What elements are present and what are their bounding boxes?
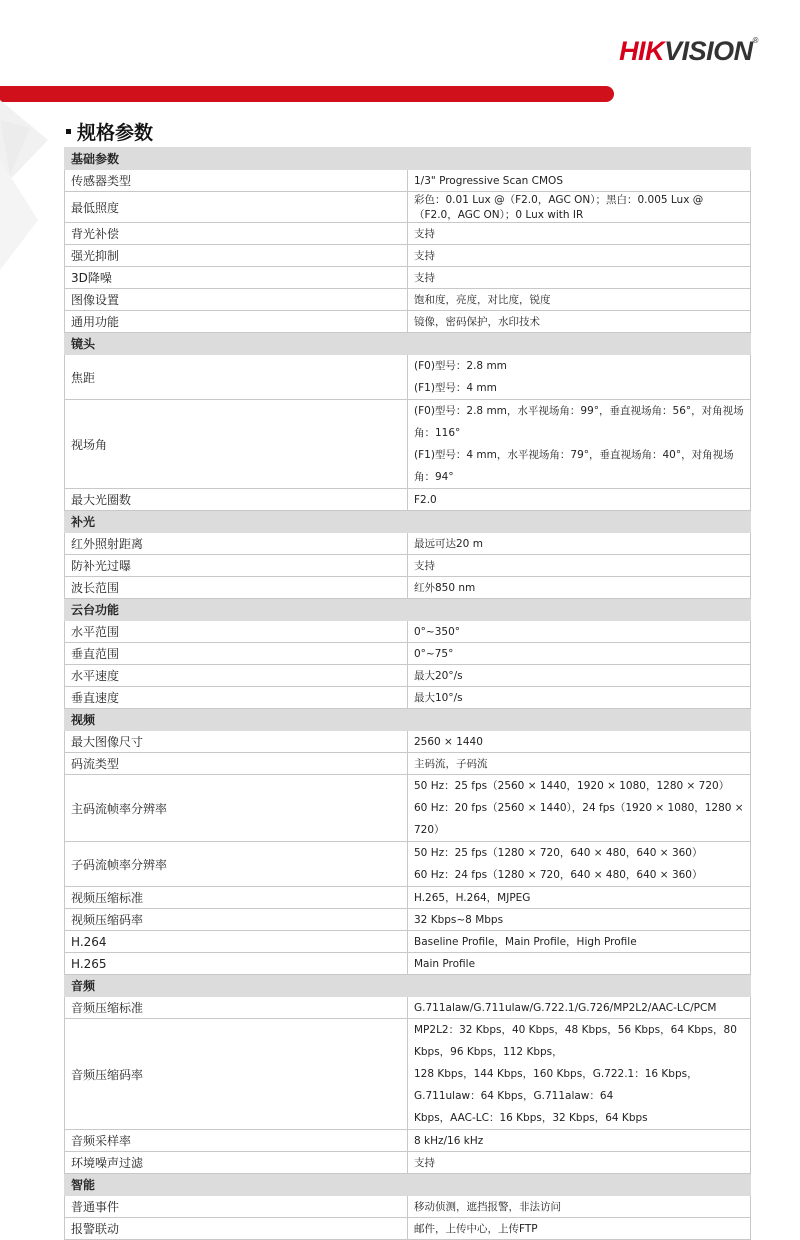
section-title: 补光 [65, 511, 751, 533]
spec-key: 水平范围 [65, 621, 408, 643]
spec-value-line: (F1)型号：4 mm，水平视场角：79°，垂直视场角：40°，对角视场角：94° [414, 449, 734, 483]
spec-row [65, 170, 751, 192]
spec-value-line: (F0)型号：2.8 mm [414, 360, 507, 372]
spec-value-line: 60 Hz：24 fps（1280 × 720，640 × 480，640 × 360） [414, 869, 703, 881]
spec-value-line: 饱和度，亮度，对比度，锐度 [414, 294, 551, 306]
spec-key: 防补光过曝 [65, 555, 408, 577]
page-title: 规格参数 [66, 118, 153, 145]
spec-value [408, 687, 751, 709]
spec-table [64, 147, 751, 1240]
spec-value-line: MP2L2：32 Kbps，40 Kbps，48 Kbps，56 Kbps，64 Kbps，80 Kbps，96 Kbps，112 Kbps， [414, 1024, 737, 1058]
spec-value [408, 775, 751, 842]
spec-value-line: 移动侦测，遮挡报警，非法访问 [414, 1201, 561, 1213]
spec-value [408, 245, 751, 267]
spec-value [408, 555, 751, 577]
spec-value [408, 577, 751, 599]
spec-value-line: 2560 × 1440 [414, 735, 483, 748]
spec-row [65, 289, 751, 311]
spec-key: 水平速度 [65, 665, 408, 687]
spec-value-line: 支持 [414, 1157, 435, 1169]
spec-key: 普通事件 [65, 1196, 408, 1218]
spec-value-line: 最远可达20 m [414, 538, 483, 550]
spec-row [65, 621, 751, 643]
section-title: 基础参数 [65, 148, 751, 170]
spec-value-line: 邮件，上传中心，上传FTP [414, 1223, 538, 1235]
spec-key: 音频采样率 [65, 1130, 408, 1152]
spec-row [65, 1130, 751, 1152]
spec-value-line: 红外850 nm [414, 582, 476, 594]
spec-row [65, 489, 751, 511]
spec-value-line: 128 Kbps，144 Kbps，160 Kbps，G.722.1：16 Kbps，G.711ulaw：64 Kbps，G.711alaw：64 [414, 1068, 698, 1102]
spec-value [408, 731, 751, 753]
spec-key: 波长范围 [65, 577, 408, 599]
spec-value-line: 彩色：0.01 Lux @（F2.0，AGC ON）；黑白：0.005 Lux @（F2.0，AGC ON）；0 Lux with IR [414, 194, 704, 221]
spec-value-line: 最大20°/s [414, 670, 463, 682]
spec-row [65, 533, 751, 555]
spec-value [408, 489, 751, 511]
spec-value [408, 1130, 751, 1152]
section-title: 智能 [65, 1174, 751, 1196]
spec-key: 垂直范围 [65, 643, 408, 665]
section-title: 云台功能 [65, 599, 751, 621]
section-header [65, 148, 751, 170]
spec-value [408, 1019, 751, 1130]
spec-value-line: (F0)型号：2.8 mm，水平视场角：99°，垂直视场角：56°，对角视场角：116° [414, 405, 744, 439]
spec-value [408, 887, 751, 909]
spec-value-line: Kbps，AAC-LC：16 Kbps，32 Kbps，64 Kbps [414, 1112, 648, 1124]
spec-row [65, 953, 751, 975]
spec-value [408, 355, 751, 400]
spec-row [65, 842, 751, 887]
spec-row [65, 997, 751, 1019]
spec-value [408, 621, 751, 643]
spec-value-line: 0°~75° [414, 647, 454, 660]
spec-value-line: 支持 [414, 250, 435, 262]
section-header [65, 1174, 751, 1196]
spec-key: 背光补偿 [65, 223, 408, 245]
spec-row [65, 245, 751, 267]
spec-key: 音频压缩标准 [65, 997, 408, 1019]
spec-row [65, 577, 751, 599]
spec-key: 图像设置 [65, 289, 408, 311]
spec-row [65, 311, 751, 333]
spec-value-line: 最大10°/s [414, 692, 463, 704]
decorative-triangles [0, 100, 50, 300]
hikvision-logo: HIKVISION® [619, 36, 758, 66]
spec-key: H.265 [65, 953, 408, 975]
spec-row [65, 775, 751, 842]
spec-value [408, 223, 751, 245]
spec-row [65, 731, 751, 753]
spec-value [408, 931, 751, 953]
spec-value-line: 50 Hz：25 fps（1280 × 720，640 × 480，640 × 360） [414, 847, 703, 859]
spec-key: H.264 [65, 931, 408, 953]
spec-value-line: 镜像，密码保护，水印技术 [414, 316, 540, 328]
spec-key: 传感器类型 [65, 170, 408, 192]
spec-value [408, 953, 751, 975]
spec-row [65, 887, 751, 909]
spec-value-line: G.711alaw/G.711ulaw/G.722.1/G.726/MP2L2/AAC-LC/PCM [414, 1001, 717, 1014]
spec-value-line: 支持 [414, 228, 435, 240]
spec-value-line: F2.0 [414, 493, 437, 506]
spec-value-line: 8 kHz/16 kHz [414, 1134, 484, 1147]
spec-value-line: 支持 [414, 272, 435, 284]
spec-value [408, 170, 751, 192]
spec-value [408, 1196, 751, 1218]
spec-value-line: 主码流，子码流 [414, 758, 488, 770]
spec-row [65, 1218, 751, 1240]
spec-row [65, 400, 751, 489]
spec-key: 码流类型 [65, 753, 408, 775]
spec-value [408, 192, 751, 223]
spec-value-line: 0°~350° [414, 625, 461, 638]
spec-key: 视频压缩标准 [65, 887, 408, 909]
spec-row [65, 192, 751, 223]
spec-key: 红外照射距离 [65, 533, 408, 555]
spec-value-line: Main Profile [414, 957, 476, 970]
spec-value-line: 60 Hz：20 fps（2560 × 1440），24 fps（1920 × 1080，1280 × 720） [414, 802, 744, 836]
spec-value-line: 支持 [414, 560, 435, 572]
spec-key: 垂直速度 [65, 687, 408, 709]
spec-value [408, 289, 751, 311]
spec-row [65, 355, 751, 400]
spec-key: 通用功能 [65, 311, 408, 333]
section-header [65, 511, 751, 533]
spec-key: 焦距 [65, 355, 408, 400]
spec-row [65, 1196, 751, 1218]
spec-value-line: 50 Hz：25 fps（2560 × 1440，1920 × 1080，1280 × 720） [414, 780, 730, 792]
section-title: 音频 [65, 975, 751, 997]
spec-value [408, 400, 751, 489]
spec-row [65, 223, 751, 245]
section-title: 镜头 [65, 333, 751, 355]
spec-row [65, 665, 751, 687]
spec-row [65, 643, 751, 665]
section-header [65, 599, 751, 621]
spec-row [65, 931, 751, 953]
spec-key: 子码流帧率分辨率 [65, 842, 408, 887]
spec-value-line: 32 Kbps~8 Mbps [414, 913, 504, 926]
header-red-bar [0, 86, 614, 102]
section-header [65, 709, 751, 731]
spec-value [408, 997, 751, 1019]
spec-key: 最大光圈数 [65, 489, 408, 511]
spec-key: 强光抑制 [65, 245, 408, 267]
spec-value [408, 533, 751, 555]
spec-key: 3D降噪 [65, 267, 408, 289]
spec-row [65, 1152, 751, 1174]
spec-key: 环境噪声过滤 [65, 1152, 408, 1174]
spec-value [408, 665, 751, 687]
section-header [65, 333, 751, 355]
spec-value [408, 311, 751, 333]
spec-value [408, 842, 751, 887]
section-header [65, 975, 751, 997]
spec-value [408, 1152, 751, 1174]
spec-row [65, 753, 751, 775]
spec-value [408, 643, 751, 665]
spec-key: 音频压缩码率 [65, 1019, 408, 1130]
spec-key: 视场角 [65, 400, 408, 489]
spec-row [65, 1019, 751, 1130]
spec-value-line: H.265，H.264，MJPEG [414, 892, 531, 904]
spec-value [408, 267, 751, 289]
spec-value-line: Baseline Profile，Main Profile，High Profile [414, 936, 637, 948]
spec-key: 最低照度 [65, 192, 408, 223]
spec-key: 主码流帧率分辨率 [65, 775, 408, 842]
spec-row [65, 267, 751, 289]
spec-row [65, 909, 751, 931]
section-title: 视频 [65, 709, 751, 731]
spec-key: 报警联动 [65, 1218, 408, 1240]
spec-row [65, 687, 751, 709]
spec-value-line: 1/3" Progressive Scan CMOS [414, 174, 563, 187]
spec-value [408, 753, 751, 775]
spec-key: 视频压缩码率 [65, 909, 408, 931]
spec-value [408, 1218, 751, 1240]
spec-row [65, 555, 751, 577]
spec-key: 最大图像尺寸 [65, 731, 408, 753]
spec-value [408, 909, 751, 931]
spec-value-line: (F1)型号：4 mm [414, 382, 497, 394]
